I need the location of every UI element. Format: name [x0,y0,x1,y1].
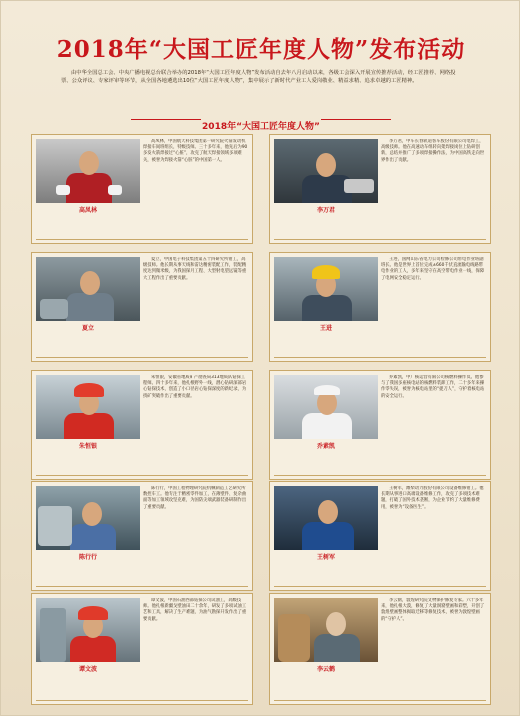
card-wang-jin [269,252,491,362]
portrait-photo [274,375,378,439]
person-name: 陈行行 [78,554,97,561]
portrait-photo [36,598,140,662]
person-description: 李云鹤，敦煌研究院文物保护修复专家。六十多年来，他扎根大漠，修复了大量洞窟壁画和彩塑，开创了敦煌壁画整体揭取迁移等修复技术，被誉为敦煌壁画的“守护人”。 [381,598,485,622]
card-gao-fenglin [31,134,253,244]
subtitle-right-rule [321,119,391,120]
portrait-photo [36,139,140,203]
person-name: 朱恒银 [78,443,97,450]
page-title: 2018年“大国工匠年度人物”发布活动 [56,36,466,63]
portrait-photo [36,486,140,550]
portrait-photo [36,257,140,321]
portrait-photo [274,486,378,550]
portrait-photo [274,598,378,662]
person-description: 李万君，中车长春轨道客车股份有限公司电焊工，高级技师。他在高速动车组转向架焊接岗位上钻研创新，总结并推广了多项焊接操作法，为中国高铁走向世界作出了贡献。 [381,139,485,163]
portrait-photo [274,257,378,321]
card-li-yunhe [269,593,491,705]
card-wang-shujun [269,481,491,591]
person-name: 谭文波 [78,666,97,673]
card-li-wanjun [269,134,491,244]
person-name: 高凤林 [78,207,97,214]
card-chen-xinghang [31,481,253,591]
person-description: 谭文波，中国石油西部钻探公司试油工，高级技师。他扎根新疆戈壁油田二十余年，研发了多项试油工艺和工具，解决了生产难题，为油气勘探开发作出了重要贡献。 [143,598,247,622]
person-name: 乔素凯 [316,443,335,450]
portrait-photo [36,375,140,439]
person-name: 夏立 [81,325,94,332]
card-tan-wenbo [31,593,253,705]
person-description: 王进，国网山东省电力公司检修公司带电作业班副班长。他是世界上首位完成±660千伏直流输电线路带电作业的工人，多年来坚守在高空带电作业一线，保障了电网安全稳定运行。 [381,257,485,281]
person-name: 李云鹤 [316,666,335,673]
card-xia-li [31,252,253,362]
person-name: 李万君 [316,207,335,214]
card-qiao-sukai [269,370,491,480]
portrait-photo [274,139,378,203]
person-name: 王进 [319,325,332,332]
person-description: 王树军，潍柴动力股份有限公司设备维修钳工。他长期从事进口高端设备维修工作，攻克了多项技术难题，打破了国外技术垄断，为企业节约了大量维修费用，被誉为“设备医生”。 [381,486,484,510]
person-description: 朱恒银，安徽省地质矿产勘查局313地质队钻探工程师。四十多年来，他扎根野外一线，潜心钻研深部岩心钻探技术，创造了小口径岩心钻探深度的新纪录，为找矿突破作出了重要贡献。 [143,375,247,399]
person-description: 乔素凯，中广核运营有限公司核燃料操作员。他参与了我国多座核电站的核燃料装卸工作，二十多年来操作零失误，被誉为核电站里的“捉刀人”，守护着核电站的安全运行。 [381,375,485,399]
person-name: 王树军 [316,554,335,561]
section-subtitle: 2018年“大国工匠年度人物” [202,122,320,132]
intro-paragraph: 由中华全国总工会、中央广播电视总台联合举办的2018年“大国工匠年度人物”发布活动自去年八月启动以来，各级工会深入开展宣传推荐活动，经工匠推荐、网络投票、公众评议、专家评审等环节，从全国各地遴选出10位“大国工匠年度人物”，集中展示了新时代产业工人爱岗敬业、精益求精、追求卓越的工匠精神。 [61,70,456,84]
person-description: 陈行行，中国工程物理研究院机械制造工艺研究所数控车工。他专注于精密零件加工，在薄壁件、复杂曲面等加工领域攻坚克难，为国防尖端武器装备研制作出了重要贡献。 [143,486,247,510]
person-description: 高凤林，中国航天科技集团第一研究院火箭发动机焊接车间班组长，特级技师。三十多年来，他先后为90多发火箭焊接过“心脏”，攻克了航天焊接领域多项难关，被誉为焊接火箭“心脏”的中国第一人。 [143,139,248,163]
person-description: 夏立，中国电子科技集团第五十四研究所钳工，高级技师。他长期从事天线和雷达精密装配工作，装配精度达到微米级，为我国探月工程、大型射电望远镜等重大工程作出了重要贡献。 [143,257,247,281]
card-zhu-hengyin [31,370,253,480]
